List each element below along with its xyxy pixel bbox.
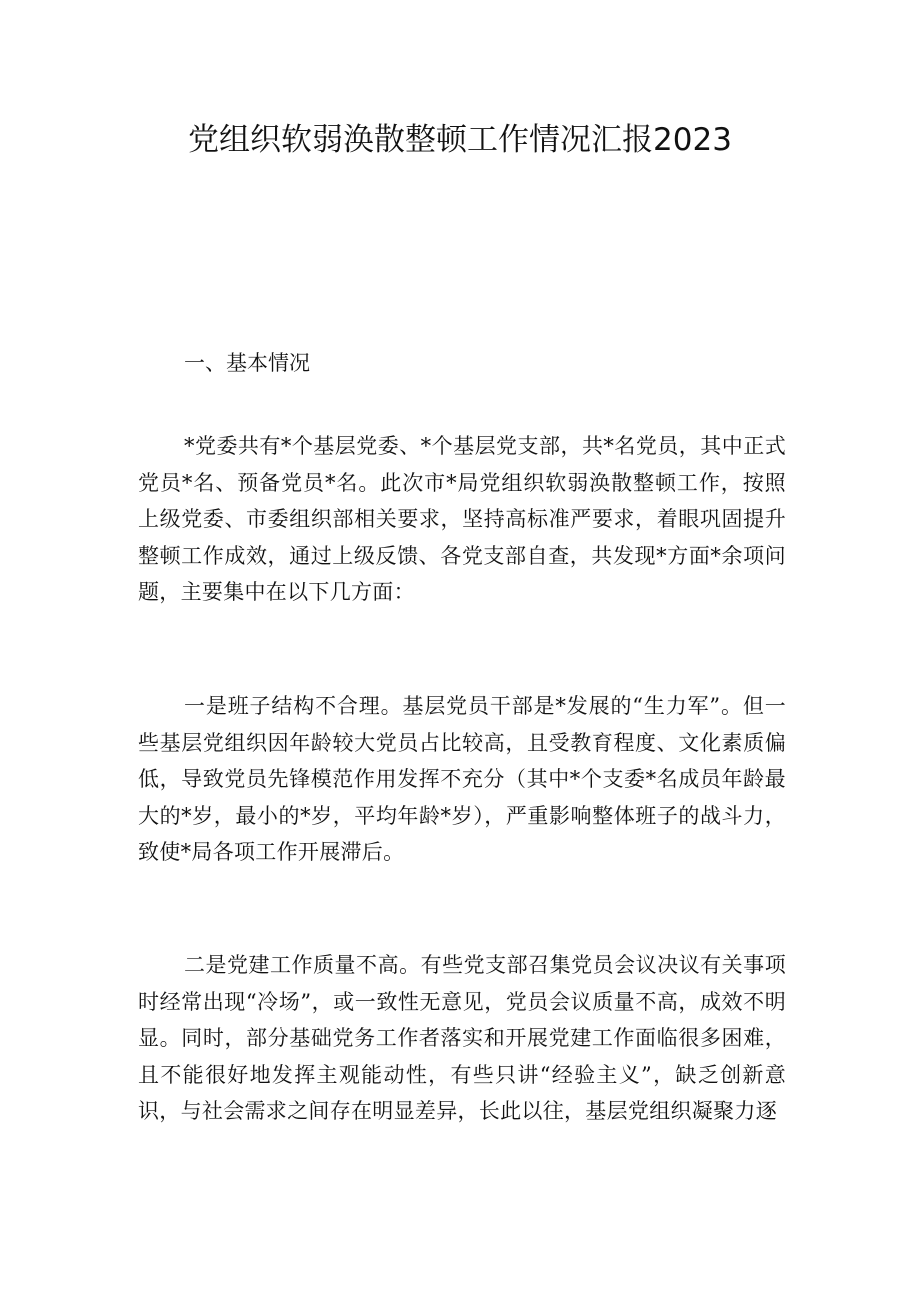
document-title: 党组织软弱涣散整顿工作情况汇报2023 [188,122,732,158]
paragraph-issue-two: 二是党建工作质量不高。有些党支部召集党员会议决议有关事项时经常出现“冷场”，或一致性无意见，党员会议质量不高，成效不明显。同时，部分基础党务工作者落实和开展党建工作面临很多困难，且不能很好地发挥主观能动性，有些只讲“经验主义”，缺乏创新意识，与社会需求之间存在明显差异，长此以往，基层党组织凝聚力逐 [138,953,786,1123]
section-heading: 一、基本情况 [184,351,310,375]
paragraph-basic-info: *党委共有*个基层党委、*个基层党支部，共*名党员，其中正式党员*名、预备党员*名。此次市*局党组织软弱涣散整顿工作，按照上级党委、市委组织部相关要求，坚持高标准严要求，着眼巩固提升整顿工作成效，通过上级反馈、各党支部自查，共发现*方面*余项问题，主要集中在以下几方面： [138,434,786,604]
paragraph-issue-one: 一是班子结构不合理。基层党员干部是*发展的“生力军”。但一些基层党组织因年龄较大党员占比较高，且受教育程度、文化素质偏低，导致党员先锋模范作用发挥不充分（其中*个支委*名成员年龄最大的*岁，最小的*岁，平均年龄*岁），严重影响整体班子的战斗力，致使*局各项工作开展滞后。 [138,694,786,864]
